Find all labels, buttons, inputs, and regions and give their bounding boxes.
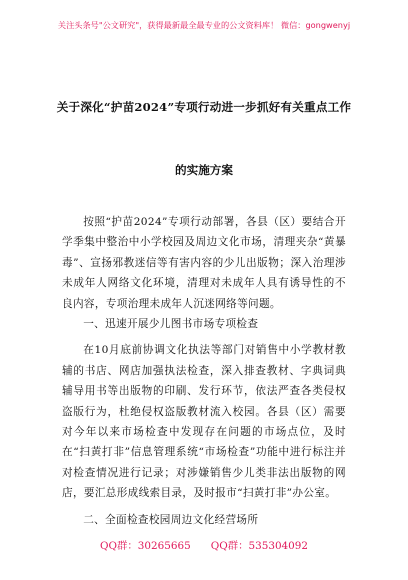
paragraph-intro: 按照“护苗2024”专项行动部署，各县（区）要结合开学季集中整治中小学校园及周边文化市场，清理夹杂“黄暴毒”、宣扬邪教迷信等有害内容的少儿出版物；深入治理涉未成年人网络文化环境，清理对未成年人具有诱导性的不良内容，专项治理未成年人沉迷网络等问题。 xyxy=(62,216,346,310)
document-title-line-2: 的实施方案 xyxy=(175,163,233,177)
footer-qq-group-1: QQ群：30265665 xyxy=(99,540,191,552)
footer-qq-group-2: QQ群：535304092 xyxy=(210,540,309,552)
banner-text: 关注头条号"公文研究"，获得最新最全最专业的公文资料库！ 微信：gongwenyj xyxy=(57,20,351,30)
document-title-line-1: 关于深化“护苗2024”专项行动进一步抓好有关重点工作 xyxy=(56,100,352,114)
footer-contact xyxy=(0,537,408,552)
paragraph-section-1: 在10月底前协调文化执法等部门对销售中小学教材教辅的书店、网店加强执法检查，深入排查教材、字典词典辅导用书等出版物的印刷、发行环节，依法严查各类侵权盗版行为，杜绝侵权盗版教材流入校园。各县（区）需要对今年以来市场检查中发现存在问题的市场点位，及时在“扫黄打非”信息管理系统“市场检查”功能中进行标注并对检查情况进行记录；对涉嫌销售少儿类非法出版物的网店，要汇总形成线索目录，及时报市“扫黄打非”办公室。 xyxy=(62,344,346,500)
section-heading-1: 一、迅速开展少儿图书市场专项检查 xyxy=(83,318,259,331)
section-heading-2: 二、全面检查校园周边文化经营场所 xyxy=(83,513,259,526)
document-body xyxy=(62,212,346,530)
